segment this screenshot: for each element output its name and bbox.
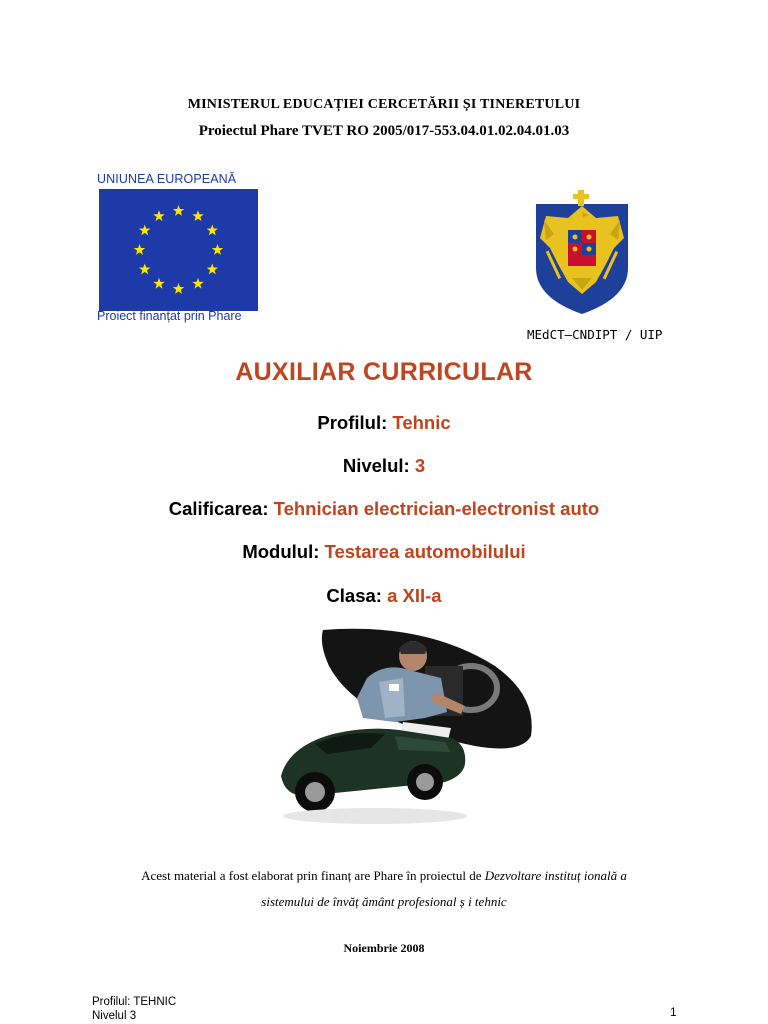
agency-label: MEdCT–CNDIPT / UIP (527, 327, 663, 342)
eu-flag-icon (99, 189, 258, 311)
profile-label: Profilul: (317, 412, 388, 433)
module-field (0, 541, 768, 563)
qualification-label: Calificarea: (168, 498, 269, 519)
page-footer (92, 995, 176, 1023)
qualification-field (0, 498, 768, 520)
document-title: AUXILIAR CURRICULAR (235, 358, 533, 386)
mechanic-car-illustration (275, 626, 535, 848)
module-value: Testarea automobilului (324, 541, 526, 562)
profile-field (0, 412, 768, 434)
eu-logo-title: UNIUNEA EUROPEANĂ (97, 172, 237, 186)
eu-logo (97, 172, 261, 326)
qualification-value: Tehnician electrician-electronist auto (273, 498, 600, 519)
profile-value: Tehnic (392, 412, 451, 433)
class-field (0, 585, 768, 607)
romanian-coat-of-arms-icon (532, 190, 632, 316)
funding-program-name-2: sistemului de învăț ământ profesional ș i tehnic (261, 894, 507, 909)
level-value: 3 (414, 455, 426, 476)
project-code: Proiectul Phare TVET RO 2005/017-553.04.01.02.04.01.03 (198, 123, 570, 139)
ministry-heading: MINISTERUL EDUCAȚIEI CERCETĂRII ȘI TINERETULUI (187, 97, 581, 112)
funding-program-name-1: Dezvoltare instituț ională a (484, 868, 627, 883)
level-label: Nivelul: (342, 455, 410, 476)
page-number: 1 (670, 1005, 677, 1019)
class-label: Clasa: (326, 585, 382, 606)
footer-level: Nivelul 3 (92, 1010, 137, 1022)
class-value: a XII-a (387, 585, 442, 606)
funding-note (0, 863, 768, 915)
footer-profile: Profilul: TEHNIC (92, 996, 177, 1008)
publication-date: Noiembrie 2008 (343, 941, 425, 955)
funding-text: Acest material a fost elaborat prin finanț are Phare în proiectul de (141, 868, 485, 883)
level-field (0, 455, 768, 477)
module-label: Modulul: (242, 541, 320, 562)
eu-logo-caption: Proiect finanțat prin Phare (97, 309, 242, 323)
